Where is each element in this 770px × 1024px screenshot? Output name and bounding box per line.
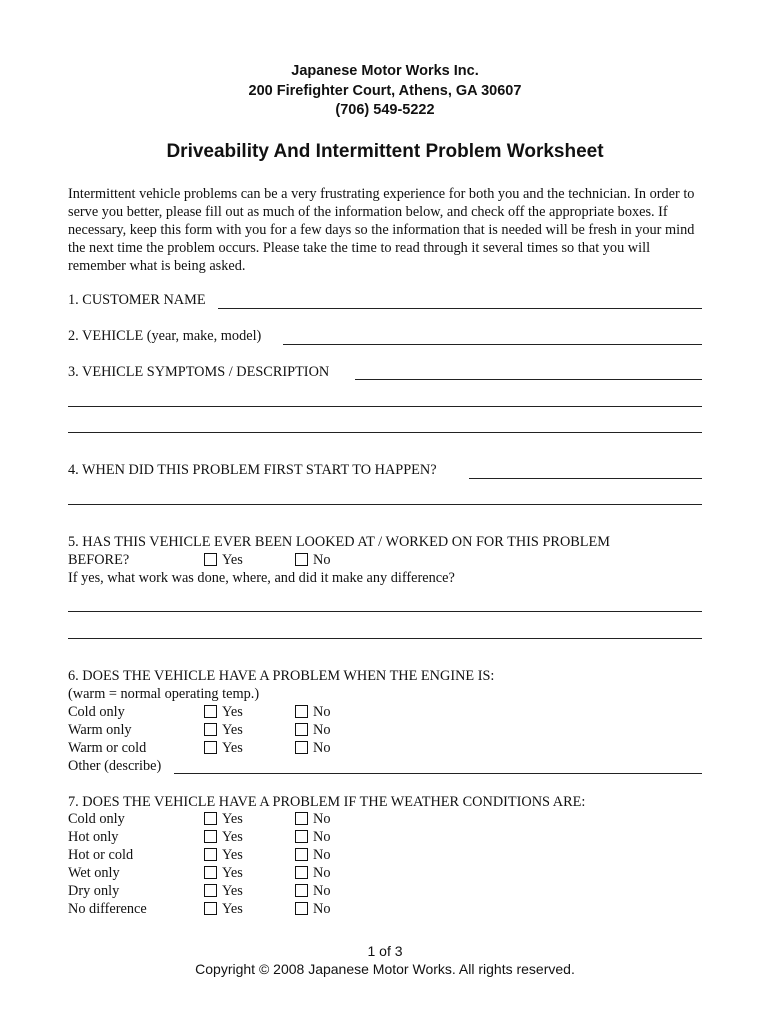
- yes-label: Yes: [222, 883, 243, 899]
- no-label: No: [313, 704, 331, 720]
- yes-label: Yes: [222, 865, 243, 881]
- weather-hot-no-checkbox[interactable]: [295, 830, 308, 843]
- symptoms-field-2[interactable]: [68, 406, 702, 407]
- engine-warm-no-checkbox[interactable]: [295, 723, 308, 736]
- symptoms-field-1[interactable]: [355, 379, 702, 380]
- no-label: No: [313, 865, 331, 881]
- engine-cold-yes-checkbox[interactable]: [204, 705, 217, 718]
- yes-label: Yes: [222, 829, 243, 845]
- weather-hot-or-cold-yes-checkbox[interactable]: [204, 848, 217, 861]
- previous-work-followup: If yes, what work was done, where, and did it make any difference?: [68, 570, 455, 586]
- weather-wet-yes-checkbox[interactable]: [204, 866, 217, 879]
- previous-work-yes-checkbox[interactable]: [204, 553, 217, 566]
- first-start-label: 4. WHEN DID THIS PROBLEM FIRST START TO HAPPEN?: [68, 462, 437, 478]
- yes-label: Yes: [222, 811, 243, 827]
- engine-warm-or-cold-yes-checkbox[interactable]: [204, 741, 217, 754]
- vehicle-label: 2. VEHICLE (year, make, model): [68, 328, 262, 344]
- engine-warm-yes-checkbox[interactable]: [204, 723, 217, 736]
- weather-row-label: Hot only: [68, 829, 119, 845]
- no-label: No: [313, 740, 331, 756]
- previous-work-no-checkbox[interactable]: [295, 553, 308, 566]
- weather-cold-yes-checkbox[interactable]: [204, 812, 217, 825]
- weather-dry-yes-checkbox[interactable]: [204, 884, 217, 897]
- yes-label: Yes: [222, 722, 243, 738]
- engine-row-label: Warm or cold: [68, 740, 147, 756]
- previous-work-field-2[interactable]: [68, 638, 702, 639]
- weather-no-difference-no-checkbox[interactable]: [295, 902, 308, 915]
- yes-label: Yes: [222, 740, 243, 756]
- previous-work-question-cont: BEFORE?: [68, 552, 130, 568]
- yes-label: Yes: [222, 847, 243, 863]
- engine-row-label: Warm only: [68, 722, 132, 738]
- company-address: 200 Firefighter Court, Athens, GA 30607: [248, 83, 522, 99]
- engine-temp-question: 6. DOES THE VEHICLE HAVE A PROBLEM WHEN THE ENGINE IS:: [68, 668, 495, 684]
- yes-label: Yes: [222, 901, 243, 917]
- weather-dry-no-checkbox[interactable]: [295, 884, 308, 897]
- weather-row-label: Wet only: [68, 865, 120, 881]
- yes-label: Yes: [222, 704, 243, 720]
- engine-temp-note: (warm = normal operating temp.): [68, 686, 260, 702]
- customer-name-field[interactable]: [218, 308, 702, 309]
- weather-row-label: No difference: [68, 901, 147, 917]
- no-label: No: [313, 811, 331, 827]
- company-phone: (706) 549-5222: [335, 102, 435, 118]
- weather-row-label: Cold only: [68, 811, 125, 827]
- company-name: Japanese Motor Works Inc.: [291, 63, 479, 79]
- previous-work-yes-label: Yes: [222, 552, 243, 568]
- engine-other-field[interactable]: [174, 773, 702, 774]
- previous-work-question: 5. HAS THIS VEHICLE EVER BEEN LOOKED AT / WORKED ON FOR THIS PROBLEM: [68, 534, 610, 550]
- weather-cold-no-checkbox[interactable]: [295, 812, 308, 825]
- intro-paragraph: Intermittent vehicle problems can be a very frustrating experience for both you and the technician. In order to serve you better, please fill out as much of the information below, and check off the appropriate boxes. If necessary, keep this form with you for a few days so the information that is needed will be fresh in your mind the next time the problem occurs. Please take the time to read through it several times so that you will remember what is being asked.: [68, 186, 695, 274]
- weather-hot-yes-checkbox[interactable]: [204, 830, 217, 843]
- weather-question: 7. DOES THE VEHICLE HAVE A PROBLEM IF THE WEATHER CONDITIONS ARE:: [68, 794, 586, 810]
- no-label: No: [313, 883, 331, 899]
- vehicle-field[interactable]: [283, 344, 702, 345]
- weather-row-label: Dry only: [68, 883, 120, 899]
- weather-hot-or-cold-no-checkbox[interactable]: [295, 848, 308, 861]
- engine-row-label: Cold only: [68, 704, 125, 720]
- customer-name-label: 1. CUSTOMER NAME: [68, 292, 206, 308]
- weather-no-difference-yes-checkbox[interactable]: [204, 902, 217, 915]
- symptoms-label: 3. VEHICLE SYMPTOMS / DESCRIPTION: [68, 364, 330, 380]
- weather-row-label: Hot or cold: [68, 847, 134, 863]
- no-label: No: [313, 829, 331, 845]
- no-label: No: [313, 722, 331, 738]
- first-start-field-2[interactable]: [68, 504, 702, 505]
- copyright: Copyright © 2008 Japanese Motor Works. All rights reserved.: [195, 961, 575, 977]
- previous-work-no-label: No: [313, 552, 331, 568]
- first-start-field-1[interactable]: [469, 478, 702, 479]
- no-label: No: [313, 901, 331, 917]
- no-label: No: [313, 847, 331, 863]
- weather-wet-no-checkbox[interactable]: [295, 866, 308, 879]
- page-number: 1 of 3: [367, 943, 403, 959]
- previous-work-field-1[interactable]: [68, 611, 702, 612]
- symptoms-field-3[interactable]: [68, 432, 702, 433]
- engine-warm-or-cold-no-checkbox[interactable]: [295, 741, 308, 754]
- engine-other-label: Other (describe): [68, 758, 162, 774]
- page-title: Driveability And Intermittent Problem Worksheet: [166, 141, 604, 162]
- engine-cold-no-checkbox[interactable]: [295, 705, 308, 718]
